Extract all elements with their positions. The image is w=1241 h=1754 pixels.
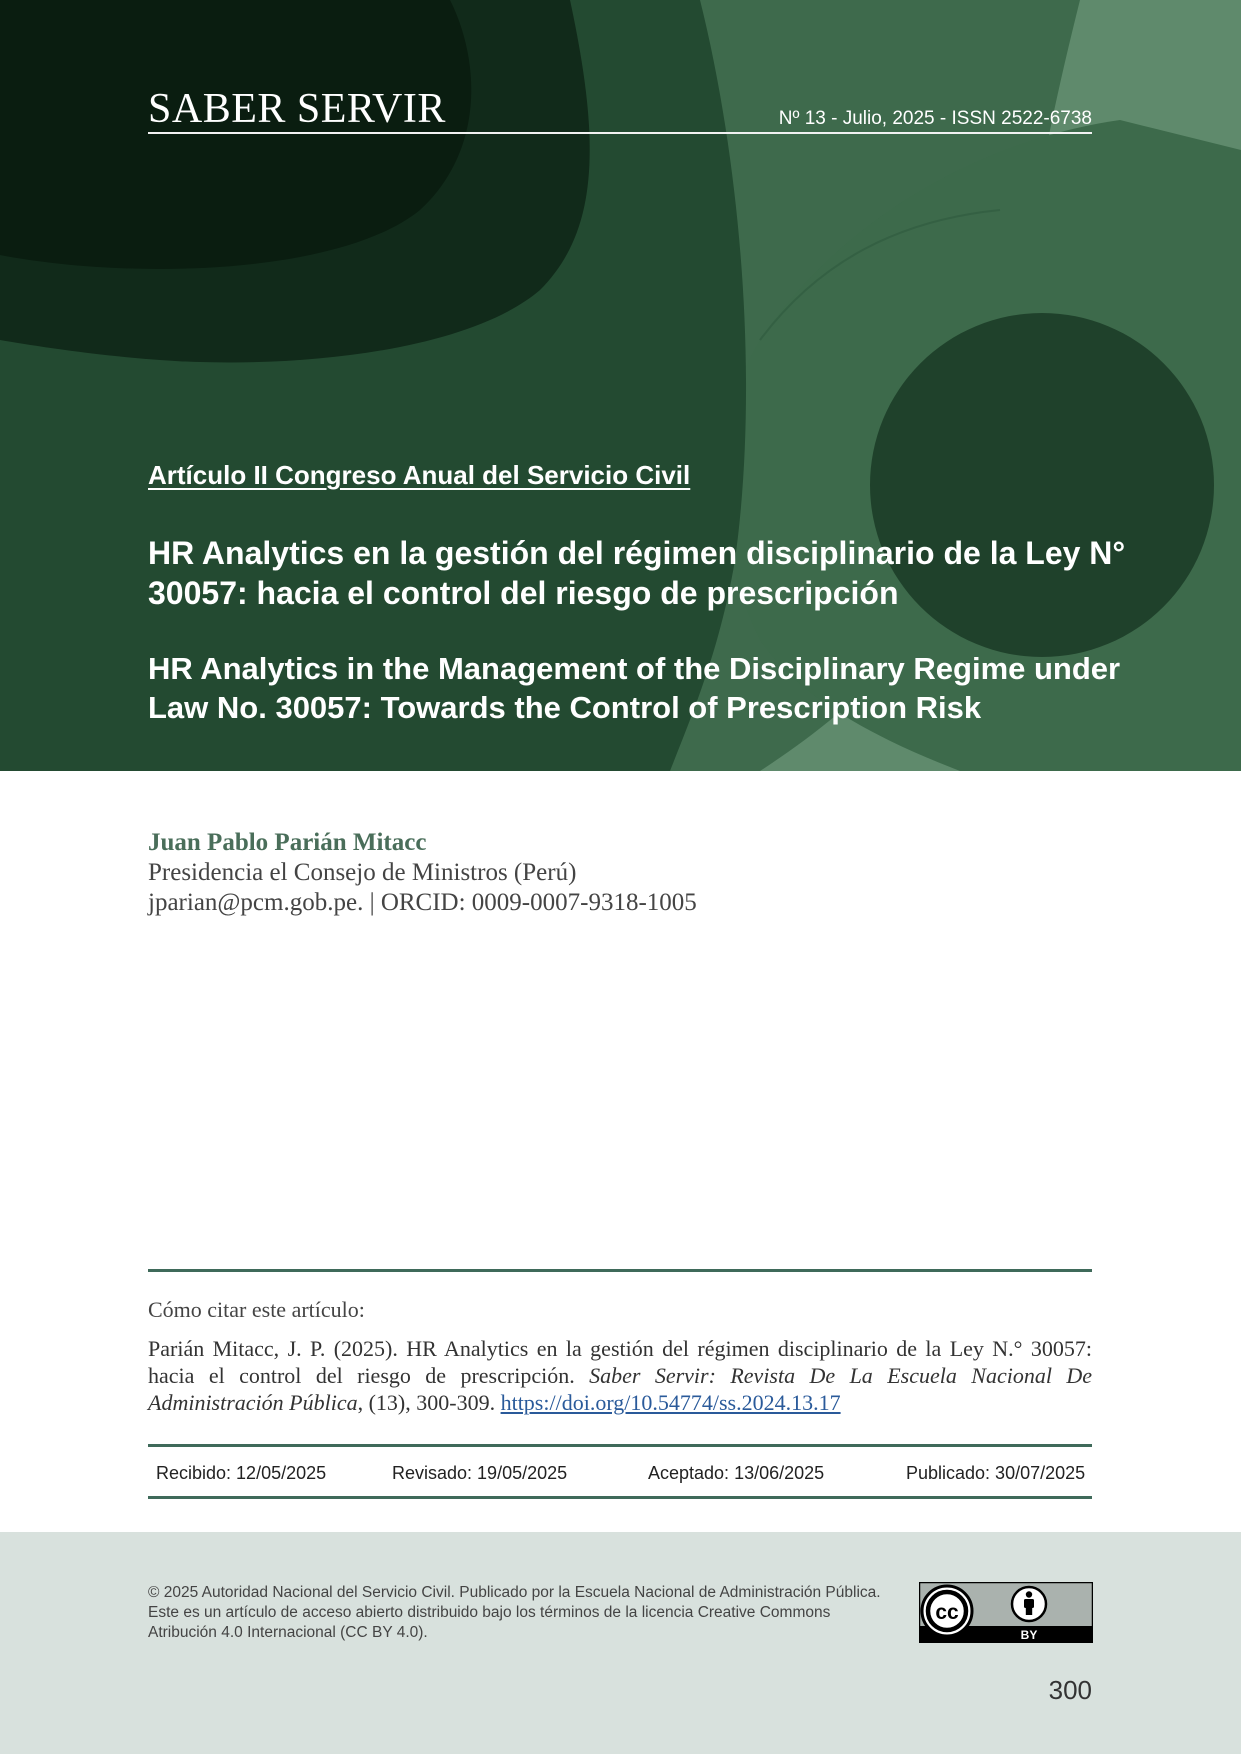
citation-text-start: Parián Mitacc, J. P. (2025). HR Analytics en la gestión del régimen disciplinario de la Ley N.° 30057: hacia el control del riesgo de prescripción. bbox=[148, 1336, 1092, 1388]
date-received: Recibido: 12/05/2025 bbox=[156, 1463, 327, 1483]
date-reviewed: Revisado: 19/05/2025 bbox=[392, 1463, 568, 1483]
author-contact: jparian@pcm.gob.pe. | ORCID: 0009-0007-9318-1005 bbox=[148, 889, 697, 916]
article-title-english: HR Analytics in the Management of the Disciplinary Regime under Law No. 30057: Towards the Control of Prescription Risk bbox=[148, 651, 1121, 725]
date-accepted: Aceptado: 13/06/2025 bbox=[648, 1463, 825, 1483]
license-footer bbox=[0, 1532, 1241, 1754]
citation-label: Cómo citar este artículo: bbox=[148, 1297, 365, 1322]
article-section-label: Artículo II Congreso Anual del Servicio Civil bbox=[148, 460, 691, 490]
author-name: Juan Pablo Parián Mitacc bbox=[148, 829, 427, 856]
hero-banner bbox=[0, 0, 1241, 771]
page-number: 300 bbox=[1048, 1675, 1092, 1705]
divider-dates-top bbox=[148, 1444, 1092, 1447]
citation-text-end: , (13), 300-309. bbox=[357, 1390, 501, 1415]
issue-info: Nº 13 - Julio, 2025 - ISSN 2522-6738 bbox=[778, 108, 1092, 129]
divider-dates-bottom bbox=[148, 1496, 1092, 1499]
author-affiliation: Presidencia el Consejo de Ministros (Perú) bbox=[148, 859, 577, 886]
attribution-person-icon bbox=[1012, 1587, 1046, 1621]
citation-journal: Saber Servir: Revista De La Escuela Nacional De Administración Pública bbox=[148, 1363, 1092, 1415]
masthead bbox=[148, 86, 1092, 134]
creative-commons-icon bbox=[922, 1586, 972, 1636]
doi-link[interactable]: https://doi.org/10.54774/ss.2024.13.17 bbox=[500, 1390, 841, 1415]
citation-text bbox=[148, 1335, 1092, 1416]
date-published: Publicado: 30/07/2025 bbox=[906, 1463, 1086, 1483]
cc-by-license-badge[interactable] bbox=[919, 1582, 1093, 1643]
divider-top bbox=[148, 1269, 1092, 1272]
cc-badge-text: cc bbox=[935, 1601, 959, 1624]
article-title-spanish: HR Analytics en la gestión del régimen disciplinario de la Ley N° 30057: hacia el control del riesgo de prescripción bbox=[148, 535, 1126, 611]
author-block bbox=[148, 828, 697, 918]
journal-brand: SABER SERVIR bbox=[148, 86, 446, 132]
by-badge-text: BY bbox=[1020, 1628, 1038, 1642]
license-text: © 2025 Autoridad Nacional del Servicio Civil. Publicado por la Escuela Nacional de Administración Pública. Este es un artículo de acceso abierto distribuido bajo los términos de la licencia Creative Commons Atribución 4.0 Internacional (CC BY 4.0). bbox=[148, 1584, 881, 1641]
